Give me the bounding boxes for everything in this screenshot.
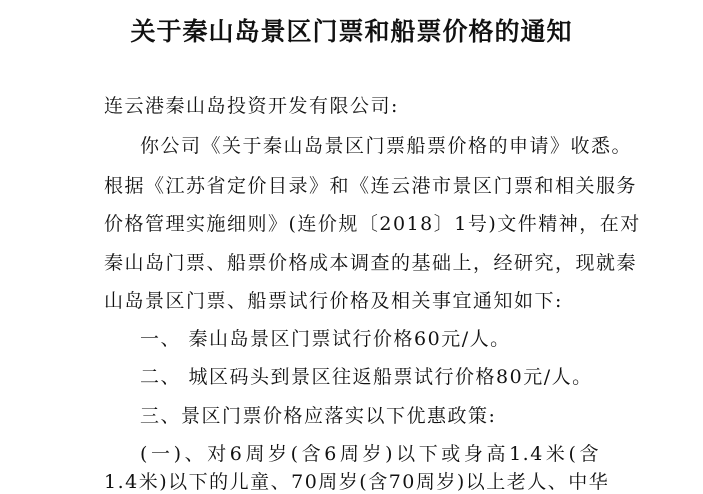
sub-item-1-line-1: (一)、对6周岁(含6周岁)以下或身高1.4米(含 (140, 443, 600, 465)
list-item-2: 二、 城区码头到景区往返船票试行价格80元/人。 (140, 366, 593, 388)
body-line-2: 根据《江苏省定价目录》和《连云港市景区门票和相关服务 (104, 175, 638, 197)
body-line-4: 秦山岛门票、船票价格成本调查的基础上，经研究，现就秦 (104, 252, 638, 274)
list-item-1: 一、 秦山岛景区门票试行价格60元/人。 (140, 328, 511, 350)
body-line-5: 山岛景区门票、船票试行价格及相关事宜通知如下: (104, 290, 563, 312)
list-item-3: 三、景区门票价格应落实以下优惠政策: (140, 405, 497, 427)
document-title: 关于秦山岛景区门票和船票价格的通知 (130, 17, 573, 46)
addressee: 连云港秦山岛投资开发有限公司: (104, 95, 399, 117)
body-line-3: 价格管理实施细则》(连价规〔2018〕1号)文件精神，在对 (104, 213, 641, 235)
sub-item-1-line-2: 1.4米)以下的儿童、70周岁(含70周岁)以上老人、中华 (104, 471, 610, 493)
body-line-1: 你公司《关于秦山岛景区门票船票价格的申请》收悉。 (140, 135, 633, 157)
